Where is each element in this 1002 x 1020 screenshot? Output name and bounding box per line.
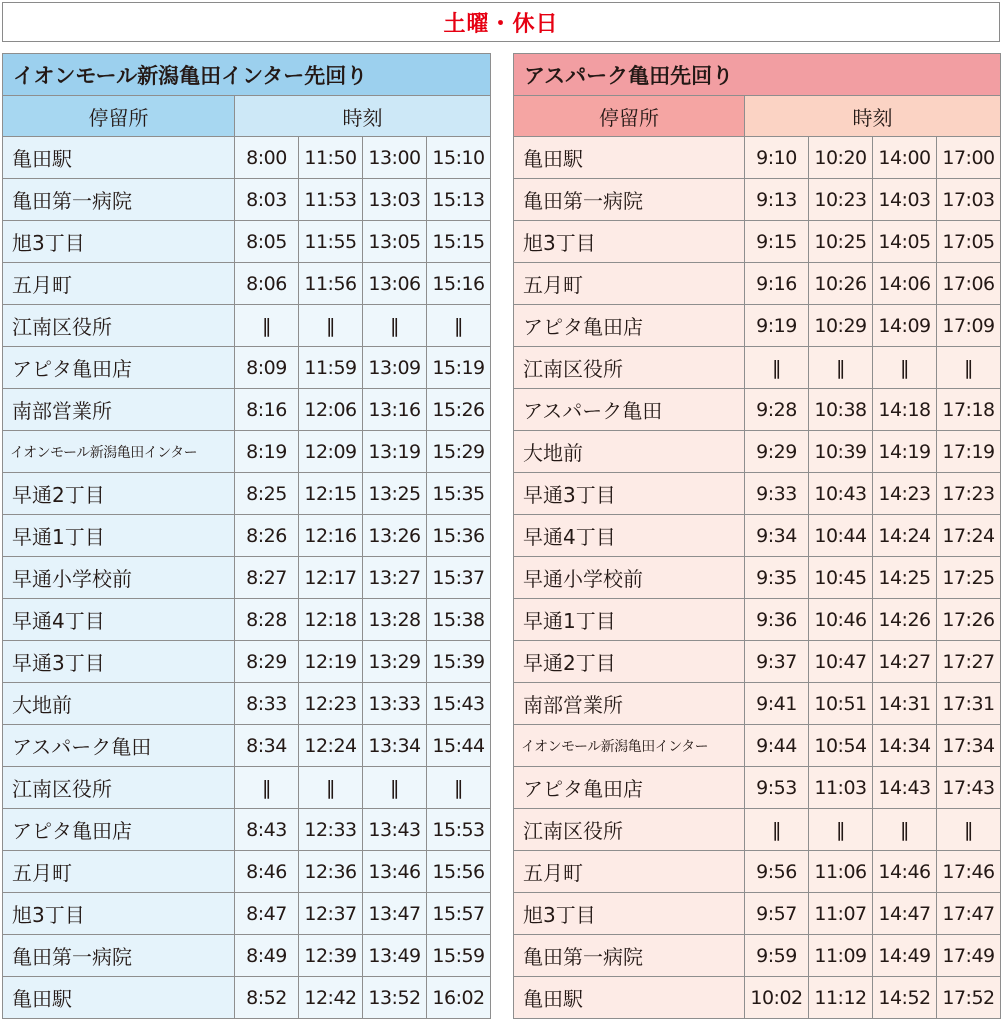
table-row [3,347,491,389]
departure-time: 17:27 [937,641,1001,683]
departure-time: 10:54 [809,725,873,767]
table-row [3,431,491,473]
table-row [3,473,491,515]
departure-time: 9:56 [745,851,809,893]
stop-name: 早通3丁目 [514,473,745,515]
departure-time: 8:46 [235,851,299,893]
departure-time: 13:05 [363,221,427,263]
table-row [514,599,1001,641]
timetable-aspark-first [513,53,1001,1019]
table-row [514,893,1001,935]
table-row [3,221,491,263]
table-row [514,977,1001,1019]
stop-name: アピタ亀田店 [3,347,235,389]
departure-time: ‖ [427,767,491,809]
departure-time: 11:12 [809,977,873,1019]
departure-time: 15:59 [427,935,491,977]
departure-time: 14:05 [873,221,937,263]
departure-time: 11:56 [299,263,363,305]
table-row [3,179,491,221]
departure-time: 9:13 [745,179,809,221]
departure-time: 13:33 [363,683,427,725]
departure-time: 9:28 [745,389,809,431]
departure-time: 14:18 [873,389,937,431]
departure-time: 8:47 [235,893,299,935]
stop-name: 亀田駅 [514,977,745,1019]
departure-time: 11:55 [299,221,363,263]
stop-name: 亀田第一病院 [514,935,745,977]
departure-time: 9:44 [745,725,809,767]
table-row [514,683,1001,725]
departure-time: ‖ [809,347,873,389]
departure-time: 14:49 [873,935,937,977]
table-row [514,431,1001,473]
departure-time: 10:43 [809,473,873,515]
departure-time: 9:19 [745,305,809,347]
departure-time: 15:35 [427,473,491,515]
table-row [514,851,1001,893]
departure-time: 14:31 [873,683,937,725]
departure-time: 14:19 [873,431,937,473]
departure-time: 9:57 [745,893,809,935]
table-row [514,935,1001,977]
departure-time: 11:53 [299,179,363,221]
table-row [3,977,491,1019]
day-type-label: 土曜・休日 [443,11,559,37]
departure-time: 14:46 [873,851,937,893]
header-time: 時刻 [745,96,1001,137]
departure-time: 12:19 [299,641,363,683]
departure-time: 8:00 [235,137,299,179]
departure-time: 17:25 [937,557,1001,599]
departure-time: 12:18 [299,599,363,641]
departure-time: 12:06 [299,389,363,431]
departure-time: 12:39 [299,935,363,977]
table-row [514,347,1001,389]
departure-time: 15:16 [427,263,491,305]
departure-time: 10:02 [745,977,809,1019]
departure-time: 9:53 [745,767,809,809]
departure-time: ‖ [937,347,1001,389]
stop-name: 五月町 [514,851,745,893]
stop-name: 早通4丁目 [3,599,235,641]
stop-name: イオンモール新潟亀田インター [3,431,235,473]
table-row [3,263,491,305]
stop-name: 早通4丁目 [514,515,745,557]
table-row [3,389,491,431]
stop-name: 早通1丁目 [514,599,745,641]
departure-time: 15:36 [427,515,491,557]
departure-time: 10:38 [809,389,873,431]
table-row [514,473,1001,515]
departure-time: 9:36 [745,599,809,641]
departure-time: 14:34 [873,725,937,767]
departure-time: 17:26 [937,599,1001,641]
departure-time: 13:03 [363,179,427,221]
departure-time: 15:10 [427,137,491,179]
departure-time: 15:37 [427,557,491,599]
departure-time: 10:47 [809,641,873,683]
table-row [3,725,491,767]
departure-time: 9:15 [745,221,809,263]
departure-time: 17:52 [937,977,1001,1019]
table-row [3,851,491,893]
departure-time: 13:46 [363,851,427,893]
departure-time: 13:16 [363,389,427,431]
departure-time: 12:09 [299,431,363,473]
departure-time: 12:23 [299,683,363,725]
departure-time: 12:24 [299,725,363,767]
stop-name: 五月町 [3,851,235,893]
departure-time: ‖ [745,809,809,851]
table-row [514,725,1001,767]
departure-time: 13:47 [363,893,427,935]
table-row [3,599,491,641]
departure-time: 9:10 [745,137,809,179]
stop-name: 五月町 [3,263,235,305]
table-row [3,305,491,347]
stop-name: 早通1丁目 [3,515,235,557]
departure-time: 8:09 [235,347,299,389]
departure-time: 14:24 [873,515,937,557]
departure-time: 11:09 [809,935,873,977]
departure-time: 8:03 [235,179,299,221]
departure-time: 9:59 [745,935,809,977]
stop-name: 旭3丁目 [3,893,235,935]
departure-time: 11:06 [809,851,873,893]
departure-time: 8:43 [235,809,299,851]
table-row [3,137,491,179]
departure-time: 16:02 [427,977,491,1019]
stop-name: 江南区役所 [3,767,235,809]
table-row [3,683,491,725]
departure-time: 17:05 [937,221,1001,263]
stop-name: 五月町 [514,263,745,305]
departure-time: ‖ [873,347,937,389]
departure-time: 15:43 [427,683,491,725]
departure-time: 8:16 [235,389,299,431]
departure-time: 10:45 [809,557,873,599]
departure-time: 15:13 [427,179,491,221]
departure-time: 11:59 [299,347,363,389]
departure-time: 8:26 [235,515,299,557]
table-row [514,305,1001,347]
table-row [514,137,1001,179]
departure-time: 13:34 [363,725,427,767]
departure-time: ‖ [427,305,491,347]
departure-time: ‖ [363,767,427,809]
departure-time: 13:25 [363,473,427,515]
stop-name: 旭3丁目 [514,221,745,263]
departure-time: 9:29 [745,431,809,473]
table-row [3,809,491,851]
departure-time: 13:28 [363,599,427,641]
departure-time: ‖ [235,767,299,809]
departure-time: ‖ [235,305,299,347]
table-row [3,767,491,809]
stop-name: 亀田第一病院 [3,935,235,977]
table-row [3,935,491,977]
table-row [3,893,491,935]
departure-time: ‖ [363,305,427,347]
departure-time: 9:41 [745,683,809,725]
departure-time: 13:29 [363,641,427,683]
departure-time: 8:19 [235,431,299,473]
table-row [3,515,491,557]
stop-name: 早通2丁目 [514,641,745,683]
table-row [514,263,1001,305]
departure-time: 10:26 [809,263,873,305]
departure-time: 13:26 [363,515,427,557]
departure-time: 15:56 [427,851,491,893]
route-title: イオンモール新潟亀田インター先回り [3,54,491,96]
stop-name: 早通3丁目 [3,641,235,683]
departure-time: 15:26 [427,389,491,431]
departure-time: ‖ [299,305,363,347]
table-row [514,641,1001,683]
stop-name: イオンモール新潟亀田インター [514,725,745,767]
departure-time: 13:27 [363,557,427,599]
departure-time: 14:27 [873,641,937,683]
stop-name: 早通2丁目 [3,473,235,515]
departure-time: 8:52 [235,977,299,1019]
departure-time: 13:19 [363,431,427,473]
departure-time: 14:25 [873,557,937,599]
departure-time: 10:39 [809,431,873,473]
stop-name: 江南区役所 [514,809,745,851]
departure-time: 9:37 [745,641,809,683]
departure-time: 9:34 [745,515,809,557]
departure-time: 12:16 [299,515,363,557]
stop-name: 亀田第一病院 [3,179,235,221]
departure-time: 8:34 [235,725,299,767]
departure-time: 17:31 [937,683,1001,725]
departure-time: 17:34 [937,725,1001,767]
departure-time: 13:52 [363,977,427,1019]
stop-name: アピタ亀田店 [514,305,745,347]
departure-time: 15:19 [427,347,491,389]
departure-time: 8:05 [235,221,299,263]
stop-name: 亀田駅 [514,137,745,179]
departure-time: 15:57 [427,893,491,935]
departure-time: 8:25 [235,473,299,515]
departure-time: 10:46 [809,599,873,641]
departure-time: 17:19 [937,431,1001,473]
stop-name: 南部営業所 [3,389,235,431]
stop-name: アピタ亀田店 [3,809,235,851]
departure-time: 10:44 [809,515,873,557]
departure-time: 14:03 [873,179,937,221]
departure-time: 17:24 [937,515,1001,557]
departure-time: 12:37 [299,893,363,935]
stop-name: 旭3丁目 [3,221,235,263]
departure-time: 13:06 [363,263,427,305]
stop-name: 大地前 [514,431,745,473]
departure-time: 13:49 [363,935,427,977]
departure-time: 17:47 [937,893,1001,935]
stop-name: 亀田第一病院 [514,179,745,221]
table-row [3,557,491,599]
departure-time: 15:39 [427,641,491,683]
departure-time: 8:28 [235,599,299,641]
stop-name: アピタ亀田店 [514,767,745,809]
header-stop: 停留所 [514,96,745,137]
departure-time: 8:27 [235,557,299,599]
stop-name: 亀田駅 [3,137,235,179]
departure-time: 13:43 [363,809,427,851]
departure-time: 11:50 [299,137,363,179]
stop-name: 大地前 [3,683,235,725]
route-title: アスパーク亀田先回り [514,54,1001,96]
departure-time: 9:16 [745,263,809,305]
departure-time: 15:15 [427,221,491,263]
table-row [3,641,491,683]
departure-time: 11:07 [809,893,873,935]
departure-time: 12:36 [299,851,363,893]
header-stop: 停留所 [3,96,235,137]
departure-time: 12:17 [299,557,363,599]
departure-time: 14:47 [873,893,937,935]
departure-time: 15:53 [427,809,491,851]
departure-time: 9:35 [745,557,809,599]
table-row [514,557,1001,599]
departure-time: 14:09 [873,305,937,347]
departure-time: 13:09 [363,347,427,389]
departure-time: 12:33 [299,809,363,851]
day-type-banner [2,2,1000,42]
stop-name: 早通小学校前 [514,557,745,599]
departure-time: ‖ [745,347,809,389]
departure-time: 12:15 [299,473,363,515]
departure-time: 17:43 [937,767,1001,809]
departure-time: 8:06 [235,263,299,305]
stop-name: 南部営業所 [514,683,745,725]
departure-time: 17:49 [937,935,1001,977]
departure-time: 14:26 [873,599,937,641]
departure-time: 17:46 [937,851,1001,893]
table-row [514,515,1001,557]
departure-time: 10:29 [809,305,873,347]
stop-name: 亀田駅 [3,977,235,1019]
departure-time: 8:49 [235,935,299,977]
departure-time: 15:38 [427,599,491,641]
departure-time: 15:29 [427,431,491,473]
table-row [514,179,1001,221]
departure-time: 10:51 [809,683,873,725]
table-row [514,389,1001,431]
departure-time: ‖ [937,809,1001,851]
departure-time: 17:18 [937,389,1001,431]
departure-time: 17:06 [937,263,1001,305]
departure-time: ‖ [809,809,873,851]
departure-time: 12:42 [299,977,363,1019]
departure-time: 14:23 [873,473,937,515]
departure-time: 14:43 [873,767,937,809]
departure-time: 17:00 [937,137,1001,179]
departure-time: 11:03 [809,767,873,809]
departure-time: 14:00 [873,137,937,179]
table-row [514,221,1001,263]
departure-time: 8:33 [235,683,299,725]
timetable-aeon-first [2,53,491,1019]
stop-name: アスパーク亀田 [3,725,235,767]
departure-time: 8:29 [235,641,299,683]
stop-name: 江南区役所 [514,347,745,389]
departure-time: 14:52 [873,977,937,1019]
stop-name: 早通小学校前 [3,557,235,599]
departure-time: 17:03 [937,179,1001,221]
departure-time: 10:20 [809,137,873,179]
departure-time: 17:09 [937,305,1001,347]
departure-time: 17:23 [937,473,1001,515]
departure-time: 10:23 [809,179,873,221]
stop-name: 江南区役所 [3,305,235,347]
departure-time: 14:06 [873,263,937,305]
departure-time: 10:25 [809,221,873,263]
departure-time: ‖ [873,809,937,851]
table-row [514,809,1001,851]
table-row [514,767,1001,809]
departure-time: 13:00 [363,137,427,179]
departure-time: ‖ [299,767,363,809]
departure-time: 9:33 [745,473,809,515]
stop-name: 旭3丁目 [514,893,745,935]
header-time: 時刻 [235,96,491,137]
departure-time: 15:44 [427,725,491,767]
stop-name: アスパーク亀田 [514,389,745,431]
